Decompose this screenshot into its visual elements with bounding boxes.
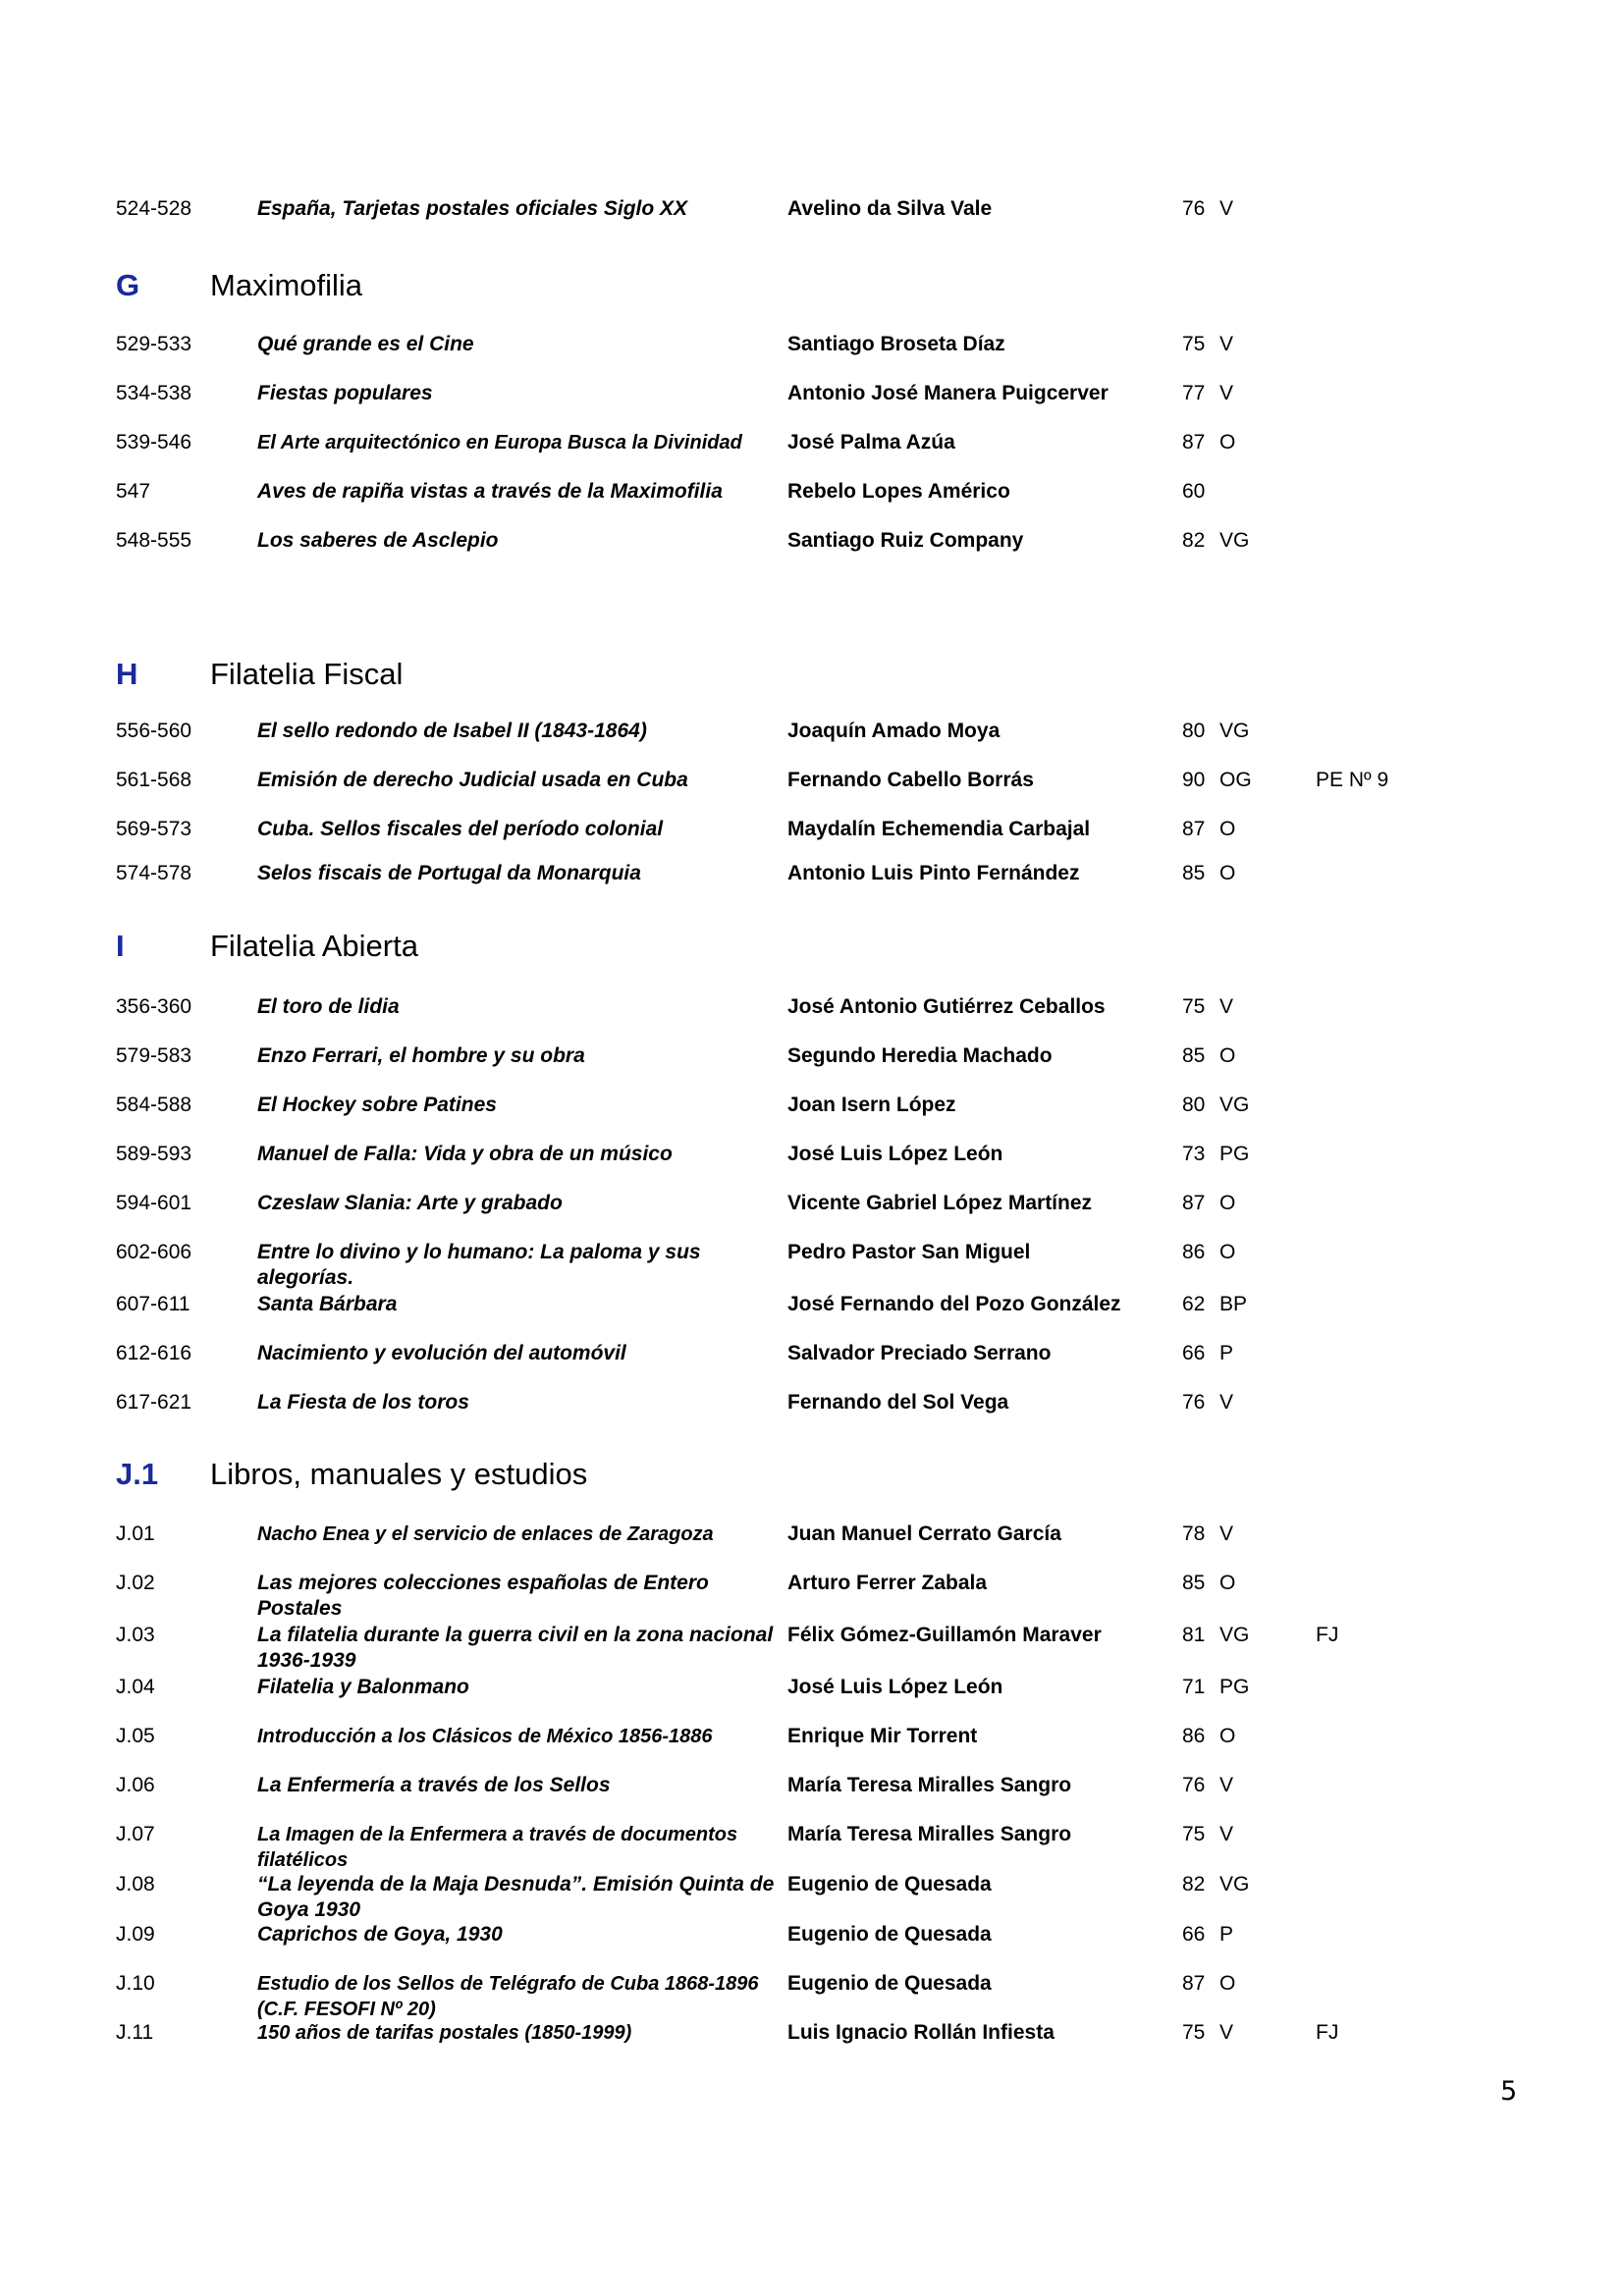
entry-number: J.02 xyxy=(116,1572,155,1594)
entry-author: Félix Gómez-Guillamón Maraver xyxy=(787,1624,1102,1646)
entry-medal: V xyxy=(1219,1522,1234,1545)
entry-number: 556-560 xyxy=(116,720,192,742)
entry-number: 561-568 xyxy=(116,769,192,791)
entry-medal: O xyxy=(1219,1972,1236,1995)
entry-number: 617-621 xyxy=(116,1391,192,1414)
entry-points: 87 xyxy=(1182,818,1206,840)
entry-medal: V xyxy=(1219,1391,1234,1414)
entry-medal: V xyxy=(1219,197,1234,220)
entry-points: 85 xyxy=(1182,1572,1206,1594)
entry-medal: VG xyxy=(1219,1094,1250,1116)
entry-author: Eugenio de Quesada xyxy=(787,1972,992,1995)
entry-points: 90 xyxy=(1182,769,1206,791)
entry-number: J.01 xyxy=(116,1522,155,1545)
entry-title: Caprichos de Goya, 1930 xyxy=(257,1923,503,1946)
entry-medal: O xyxy=(1219,1192,1236,1214)
entry-author: Enrique Mir Torrent xyxy=(787,1725,978,1747)
entry-points: 81 xyxy=(1182,1624,1206,1646)
entry-points: 87 xyxy=(1182,1192,1206,1214)
entry-points: 80 xyxy=(1182,1094,1206,1116)
entry-medal: P xyxy=(1219,1923,1234,1946)
entry-author: Eugenio de Quesada xyxy=(787,1873,992,1896)
entry-title: Nacho Enea y el servicio de enlaces de Zaragoza xyxy=(257,1523,714,1545)
entry-points: 66 xyxy=(1182,1923,1206,1946)
entry-number: J.08 xyxy=(116,1873,155,1896)
entry-title: Santa Bárbara xyxy=(257,1293,398,1315)
entry-medal: VG xyxy=(1219,529,1250,552)
entry-medal: P xyxy=(1219,1342,1234,1364)
entry-author: Joaquín Amado Moya xyxy=(787,720,1001,742)
entry-medal: PG xyxy=(1219,1676,1250,1698)
entry-medal: BP xyxy=(1219,1293,1248,1315)
entry-author: Salvador Preciado Serrano xyxy=(787,1342,1052,1364)
entry-number: 529-533 xyxy=(116,333,192,355)
entry-medal: VG xyxy=(1219,1624,1250,1646)
entry-title: El Hockey sobre Patines xyxy=(257,1094,497,1116)
entry-author: Arturo Ferrer Zabala xyxy=(787,1572,988,1594)
entry-points: 66 xyxy=(1182,1342,1206,1364)
entry-author: Fernando del Sol Vega xyxy=(787,1391,1009,1414)
entry-points: 71 xyxy=(1182,1676,1206,1698)
entry-number: J.03 xyxy=(116,1624,155,1646)
entry-medal: O xyxy=(1219,1044,1236,1067)
entry-author: Vicente Gabriel López Martínez xyxy=(787,1192,1093,1214)
entry-title: El Arte arquitectónico en Europa Busca la Divinidad xyxy=(257,432,742,454)
entry-number: 574-578 xyxy=(116,862,192,884)
section-letter: I xyxy=(116,929,125,963)
section-letter: H xyxy=(116,657,138,691)
entry-author: José Antonio Gutiérrez Ceballos xyxy=(787,995,1106,1018)
entry-number: 602-606 xyxy=(116,1241,192,1263)
entry-medal: V xyxy=(1219,333,1234,355)
entry-number: 548-555 xyxy=(116,529,192,552)
entry-number: J.10 xyxy=(116,1972,155,1995)
entry-number: 579-583 xyxy=(116,1044,192,1067)
entry-medal: V xyxy=(1219,995,1234,1018)
entry-title: 150 años de tarifas postales (1850-1999) xyxy=(257,2022,632,2044)
entry-author: José Luis López León xyxy=(787,1676,1003,1698)
entry-points: 75 xyxy=(1182,1823,1206,1845)
section-title: Filatelia Abierta xyxy=(210,929,418,963)
entry-author: Juan Manuel Cerrato García xyxy=(787,1522,1061,1545)
entry-author: Joan Isern López xyxy=(787,1094,956,1116)
entry-author: Fernando Cabello Borrás xyxy=(787,769,1034,791)
entry-number: J.04 xyxy=(116,1676,155,1698)
entry-medal: O xyxy=(1219,431,1236,454)
entry-medal: V xyxy=(1219,2021,1234,2044)
entry-author: María Teresa Miralles Sangro xyxy=(787,1774,1072,1796)
entry-points: 82 xyxy=(1182,529,1206,552)
entry-author: Rebelo Lopes Américo xyxy=(787,480,1010,503)
entry-number: J.06 xyxy=(116,1774,155,1796)
entry-author: Antonio José Manera Puigcerver xyxy=(787,382,1109,404)
entry-number: J.09 xyxy=(116,1923,155,1946)
section-title: Libros, manuales y estudios xyxy=(210,1457,588,1491)
entry-points: 82 xyxy=(1182,1873,1206,1896)
entry-medal: O xyxy=(1219,862,1236,884)
entry-points: 60 xyxy=(1182,480,1206,503)
entry-title: Qué grande es el Cine xyxy=(257,333,474,355)
entry-author: Segundo Heredia Machado xyxy=(787,1044,1053,1067)
entry-number: 547 xyxy=(116,480,151,503)
entry-points: 75 xyxy=(1182,995,1206,1018)
entry-points: 87 xyxy=(1182,1972,1206,1995)
section-letter: J.1 xyxy=(116,1457,159,1491)
entry-author: José Fernando del Pozo González xyxy=(787,1293,1121,1315)
entry-number: J.11 xyxy=(116,2021,154,2044)
entry-number: 534-538 xyxy=(116,382,192,404)
entry-points: 77 xyxy=(1182,382,1206,404)
entry-medal: V xyxy=(1219,1823,1234,1845)
entry-medal: OG xyxy=(1219,769,1252,791)
entry-medal: V xyxy=(1219,382,1234,404)
entry-author: Avelino da Silva Vale xyxy=(787,197,993,220)
entry-points: 78 xyxy=(1182,1522,1206,1545)
entry-author: Pedro Pastor San Miguel xyxy=(787,1241,1031,1263)
entry-points: 86 xyxy=(1182,1725,1206,1747)
entry-points: 76 xyxy=(1182,197,1206,220)
entry-medal: V xyxy=(1219,1774,1234,1796)
entry-points: 75 xyxy=(1182,2021,1206,2044)
entry-points: 86 xyxy=(1182,1241,1206,1263)
entry-author: Eugenio de Quesada xyxy=(787,1923,992,1946)
entry-author: María Teresa Miralles Sangro xyxy=(787,1823,1072,1845)
entry-title: Entre lo divino y lo humano: La paloma y sus alegorías. xyxy=(257,1241,701,1289)
entry-points: 76 xyxy=(1182,1391,1206,1414)
entry-number: 612-616 xyxy=(116,1342,192,1364)
entry-author: José Luis López León xyxy=(787,1143,1003,1165)
entry-title: El sello redondo de Isabel II (1843-1864) xyxy=(257,720,647,742)
entry-title: Enzo Ferrari, el hombre y su obra xyxy=(257,1044,585,1067)
entry-title: Las mejores colecciones españolas de Entero Postales xyxy=(257,1572,709,1620)
entry-title: Emisión de derecho Judicial usada en Cuba xyxy=(257,769,688,791)
section-header xyxy=(0,1455,1624,1494)
entry-title: Los saberes de Asclepio xyxy=(257,529,499,552)
entry-medal: VG xyxy=(1219,1873,1250,1896)
entry-medal: O xyxy=(1219,1241,1236,1263)
entry-author: Santiago Ruiz Company xyxy=(787,529,1024,552)
entry-points: 85 xyxy=(1182,862,1206,884)
entry-number: 539-546 xyxy=(116,431,192,454)
entry-author: Santiago Broseta Díaz xyxy=(787,333,1005,355)
entry-author: Luis Ignacio Rollán Infiesta xyxy=(787,2021,1055,2044)
section-letter: G xyxy=(116,268,140,302)
entry-medal: O xyxy=(1219,1572,1236,1594)
page-number: 5 xyxy=(1500,2076,1518,2107)
entry-title: Introducción a los Clásicos de México 1856-1886 xyxy=(257,1726,713,1747)
entry-title: La Imagen de la Enfermera a través de documentos filatélicos xyxy=(257,1824,738,1871)
entry-title: Fiestas populares xyxy=(257,382,433,404)
entry-extra: PE Nº 9 xyxy=(1316,769,1389,791)
entry-number: 524-528 xyxy=(116,197,192,220)
entry-extra: FJ xyxy=(1316,1624,1339,1646)
entry-title: El toro de lidia xyxy=(257,995,400,1018)
entry-number: 589-593 xyxy=(116,1143,192,1165)
entry-number: 584-588 xyxy=(116,1094,192,1116)
entry-number: 356-360 xyxy=(116,995,192,1018)
entry-title: Manuel de Falla: Vida y obra de un músico xyxy=(257,1143,673,1165)
section-header xyxy=(0,655,1624,694)
section-title: Maximofilia xyxy=(210,268,363,302)
entry-points: 75 xyxy=(1182,333,1206,355)
entry-number: 594-601 xyxy=(116,1192,192,1214)
entry-number: J.05 xyxy=(116,1725,155,1747)
entry-title: Filatelia y Balonmano xyxy=(257,1676,469,1698)
entry-medal: VG xyxy=(1219,720,1250,742)
entry-title: Cuba. Sellos fiscales del período colonial xyxy=(257,818,664,840)
section-header xyxy=(0,927,1624,966)
section-header xyxy=(0,266,1624,305)
entry-title: España, Tarjetas postales oficiales Siglo XX xyxy=(257,197,688,220)
entry-title: “La leyenda de la Maja Desnuda”. Emisión Quinta de Goya 1930 xyxy=(257,1873,775,1921)
entry-title: Aves de rapiña vistas a través de la Maximofilia xyxy=(257,480,723,503)
entry-title: Estudio de los Sellos de Telégrafo de Cuba 1868-1896 (C.F. FESOFI Nº 20) xyxy=(257,1973,759,2020)
entry-points: 80 xyxy=(1182,720,1206,742)
entry-author: José Palma Azúa xyxy=(787,431,955,454)
entry-points: 87 xyxy=(1182,431,1206,454)
entry-number: 607-611 xyxy=(116,1293,190,1315)
entry-title: La Fiesta de los toros xyxy=(257,1391,469,1414)
entry-title: Czeslaw Slania: Arte y grabado xyxy=(257,1192,563,1214)
entry-author: Maydalín Echemendia Carbajal xyxy=(787,818,1091,840)
entry-points: 73 xyxy=(1182,1143,1206,1165)
entry-title: La filatelia durante la guerra civil en la zona nacional 1936-1939 xyxy=(257,1624,774,1672)
entry-title: Nacimiento y evolución del automóvil xyxy=(257,1342,626,1364)
entry-title: Selos fiscais de Portugal da Monarquia xyxy=(257,862,641,884)
entry-medal: O xyxy=(1219,1725,1236,1747)
entry-author: Antonio Luis Pinto Fernández xyxy=(787,862,1080,884)
section-title: Filatelia Fiscal xyxy=(210,657,404,691)
entry-extra: FJ xyxy=(1316,2021,1339,2044)
entry-medal: O xyxy=(1219,818,1236,840)
entry-medal: PG xyxy=(1219,1143,1250,1165)
entry-points: 62 xyxy=(1182,1293,1206,1315)
entry-title: La Enfermería a través de los Sellos xyxy=(257,1774,611,1796)
entry-points: 85 xyxy=(1182,1044,1206,1067)
entry-number: J.07 xyxy=(116,1823,155,1845)
entry-points: 76 xyxy=(1182,1774,1206,1796)
entry-number: 569-573 xyxy=(116,818,192,840)
